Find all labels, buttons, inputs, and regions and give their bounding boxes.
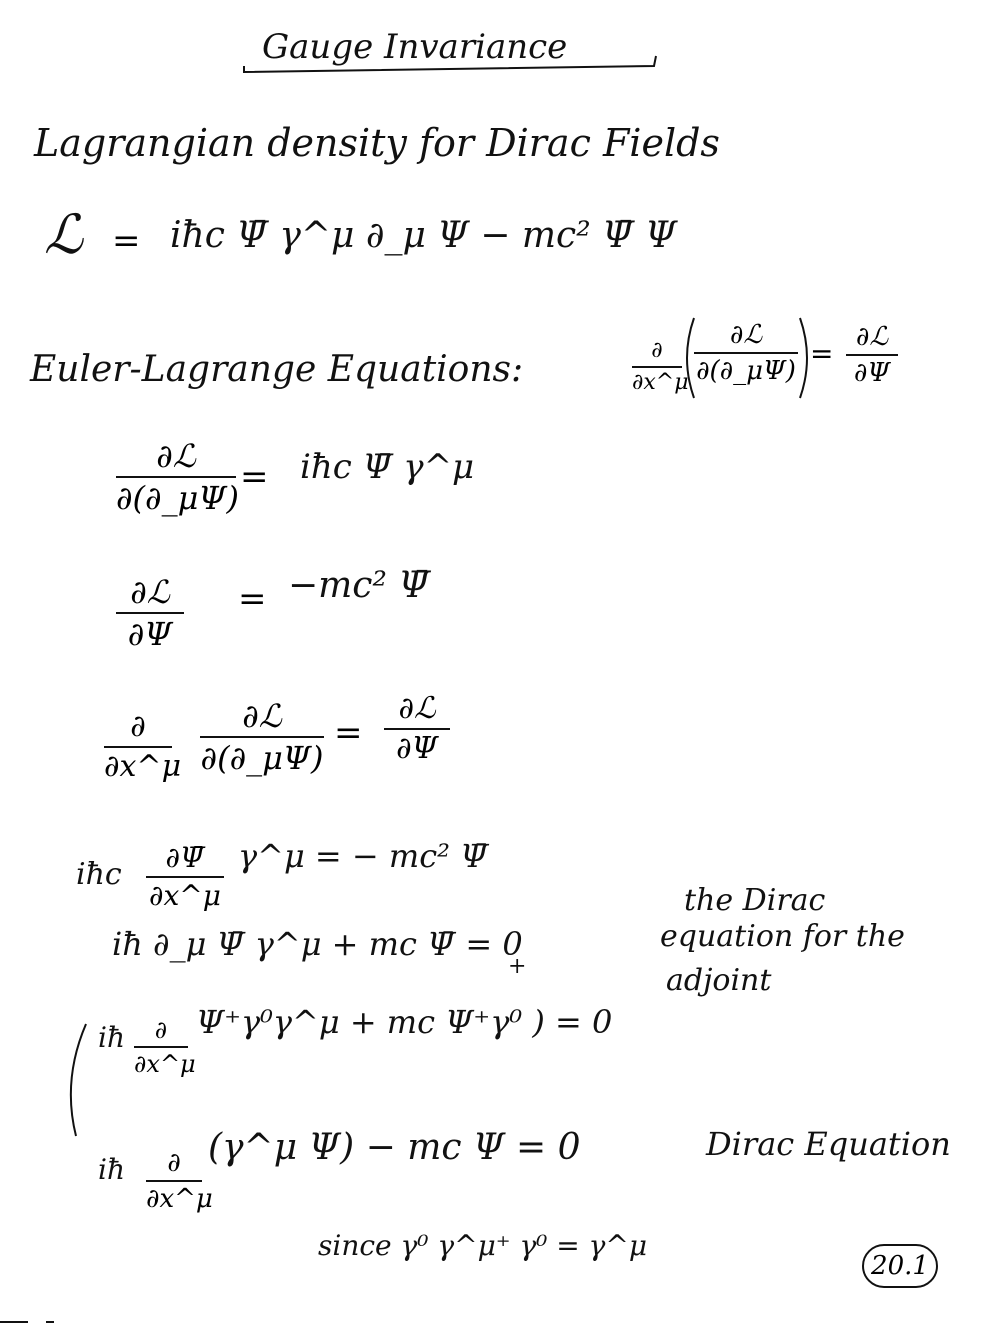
equals-sign: = — [334, 713, 363, 753]
partial-dx-fraction: ∂ ∂x^μ — [104, 709, 182, 784]
adjoint-step-prefix: iħc — [76, 857, 122, 892]
title-block — [240, 28, 660, 74]
equals-sign: = — [238, 579, 267, 619]
lagrangian-expression: iħc Ψ̄ γ^μ ∂_μ Ψ − mc² Ψ̄ Ψ — [170, 215, 677, 256]
derivative-wrt-psi-result: −mc² Ψ̄ — [288, 565, 430, 606]
equals-sign: = — [810, 337, 834, 370]
equals-sign: = — [112, 221, 141, 261]
dagger-mark: + — [508, 954, 527, 979]
euler-lagrange-label: Euler-Lagrange Equations: — [30, 349, 524, 390]
adjoint-note-line: adjoint — [666, 963, 772, 998]
euler-rhs-fraction: ∂ℒ ∂Ψ — [384, 694, 450, 764]
adjoint-note-line: the Dirac — [684, 883, 826, 918]
derivative-wrt-dpsi-result: iħc Ψ̄ γ^μ — [300, 447, 475, 487]
euler-inner-fraction: ∂ℒ ∂(∂_μΨ) — [694, 322, 798, 384]
section-heading: Lagrangian density for Dirac Fields — [34, 121, 720, 165]
partial-dx-fraction: ∂ ∂x^μ — [632, 338, 689, 395]
scan-edge-mark — [0, 1316, 60, 1328]
adjoint-step-equation: γ^μ = − mc² Ψ̄ — [238, 837, 489, 875]
equals-sign: = — [240, 457, 269, 497]
lagrangian-symbol: ℒ — [44, 203, 83, 266]
gamma-identity-note: since γ⁰ γ^μ⁺ γ⁰ = γ^μ — [318, 1229, 648, 1262]
adjoint-dirac-equation: iħ ∂_μ Ψ̄ γ^μ + mc Ψ̄ = 0 — [112, 925, 523, 963]
page-number: 20.1 — [871, 1251, 929, 1281]
adjoint-note-line: equation for the — [660, 919, 905, 954]
dirac-equation-note: Dirac Equation — [706, 1125, 951, 1163]
derivative-wrt-psi-fraction: ∂ℒ ∂Ψ — [116, 576, 184, 650]
euler-lhs-fraction: ∂ℒ ∂(∂_μΨ) — [200, 697, 324, 777]
conjugate-step-prefix: iħ — [98, 1021, 125, 1054]
conjugate-step-fraction: ∂ ∂x^μ — [134, 1016, 196, 1078]
dirac-equation-prefix: iħ — [98, 1153, 125, 1186]
dirac-equation: (γ^μ Ψ) − mc Ψ = 0 — [208, 1127, 581, 1168]
derivative-wrt-dpsi-fraction: ∂ℒ ∂(∂_μΨ) — [116, 437, 239, 517]
page-title: Gauge Invariance — [262, 27, 568, 67]
dirac-equation-fraction: ∂ ∂x^μ — [146, 1148, 213, 1214]
large-parenthesis — [62, 1020, 92, 1140]
adjoint-step-fraction: ∂Ψ̄ ∂x^μ — [146, 844, 224, 910]
euler-rhs-fraction: ∂ℒ ∂Ψ — [846, 324, 898, 386]
page-number-badge — [862, 1244, 938, 1288]
conjugate-step-equation: Ψ⁺γ⁰γ^μ + mc Ψ⁺γ⁰ ) = 0 — [196, 1003, 613, 1041]
